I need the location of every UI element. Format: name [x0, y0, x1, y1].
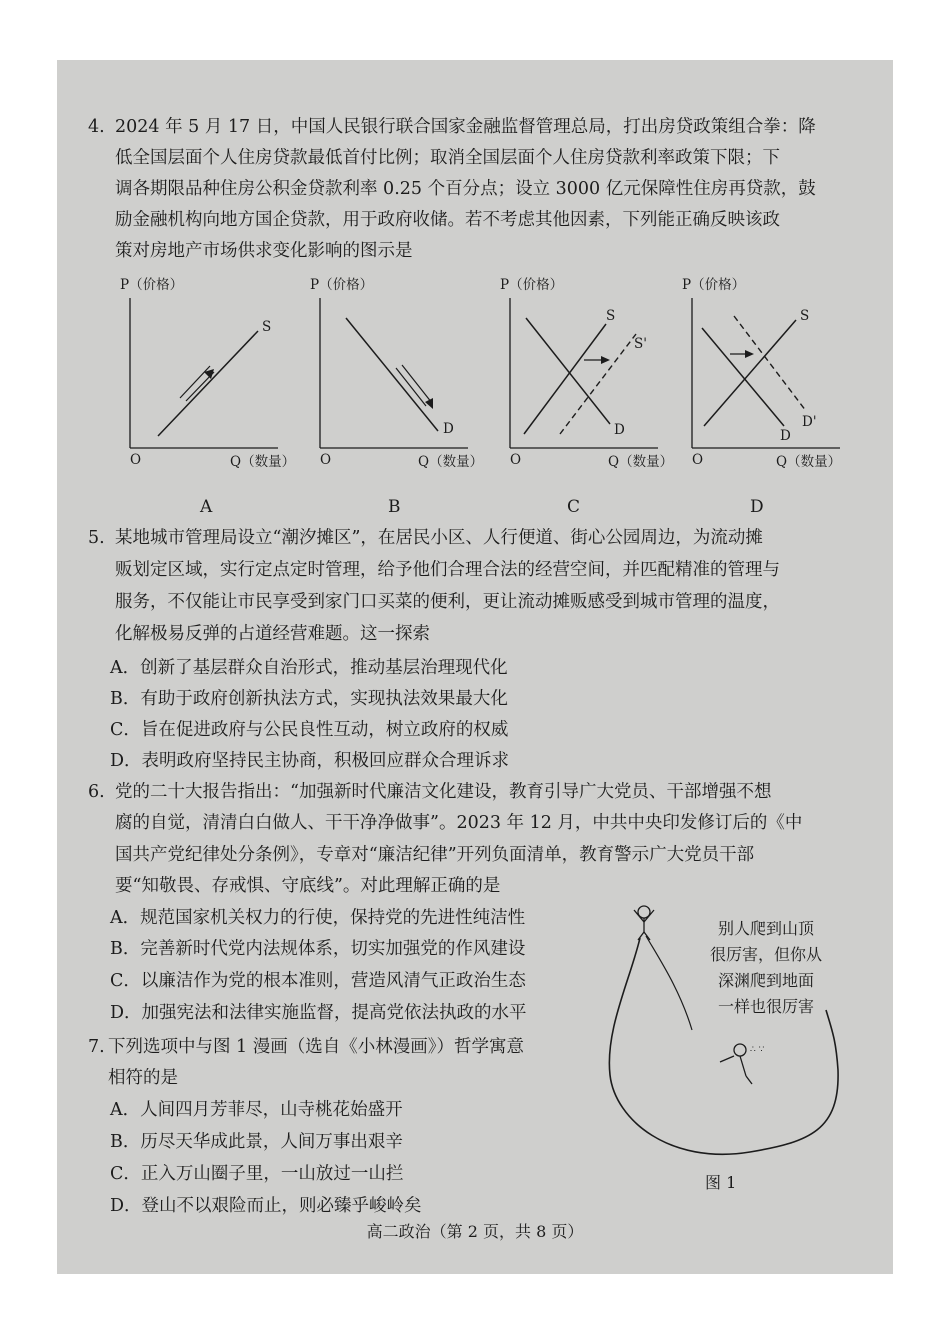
- climbing-person-icon: [734, 1044, 746, 1056]
- demand-curve: [702, 328, 784, 426]
- graph-c: [498, 276, 674, 476]
- demand-curve: [346, 318, 438, 431]
- arrow-head: [601, 356, 610, 364]
- graph-letter: C: [567, 497, 581, 517]
- question-text-line: 贩划定区域，实行定点定时管理，给予他们合理合法的经营空间，并匹配精准的管理与: [115, 560, 780, 580]
- option-c: C．正入万山圈子里，一山放过一山拦: [110, 1164, 404, 1184]
- option-a: A．人间四月芳菲尽，山寺桃花始盛开: [110, 1100, 403, 1120]
- question-text-line: 励金融机构向地方国企贷款，用于政府收储。若不考虑其他因素，下列能正确反映该政: [115, 210, 780, 230]
- curve-label: S: [800, 308, 810, 324]
- shift-arrow: [180, 366, 210, 398]
- question-text-line: 国共产党纪律处分条例》，专章对“廉洁纪律”开列负面清单，教育警示广大党员干部: [115, 845, 755, 865]
- q-axis-label: Q（数量）: [418, 454, 484, 470]
- origin-label: O: [510, 452, 522, 468]
- question-text-line: 2024 年 5 月 17 日，中国人民银行联合国家金融监督管理总局，打出房贷政策组合拳：降: [115, 117, 816, 137]
- p-axis-label: P（价格）: [682, 277, 746, 293]
- shift-arrow: [402, 365, 432, 403]
- curve-label: D': [802, 414, 817, 430]
- graph-letter: D: [750, 497, 764, 517]
- question-number: 4.: [88, 117, 105, 137]
- caption-line: 一样也很厉害: [718, 997, 815, 1016]
- question-text-line: 党的二十大报告指出：“加强新时代廉洁文化建设，教育引导广大党员、干部增强不想: [115, 782, 772, 802]
- curve-label: S': [634, 336, 647, 352]
- question-text-line: 服务，不仅能让市民享受到家门口买菜的便利，更让流动摊贩感受到城市管理的温度，: [115, 592, 780, 612]
- option-a: A．规范国家机关权力的行使，保持党的先进性纯洁性: [110, 908, 526, 928]
- curve-label: D: [614, 422, 625, 438]
- figure-label: 图 1: [705, 1173, 737, 1192]
- option-b: B．完善新时代党内法规体系，切实加强党的作风建设: [110, 939, 526, 959]
- graph-letter: A: [200, 497, 213, 517]
- question-number: 6.: [88, 782, 105, 802]
- origin-label: O: [692, 452, 704, 468]
- supply-curve: [158, 331, 258, 436]
- question-number: 7.: [88, 1037, 105, 1057]
- curve-label: S: [262, 319, 272, 335]
- option-b: B．历尽天华成此景，人间万事出艰辛: [110, 1132, 403, 1152]
- option-c: C．以廉洁作为党的根本准则，营造风清气正政治生态: [110, 971, 526, 991]
- graph-a: [118, 276, 296, 476]
- curve-label: S: [606, 308, 616, 324]
- option-d: D．表明政府坚持民主协商，积极回应群众合理诉求: [110, 751, 510, 771]
- question-text-line: 化解极易反弹的占道经营难题。这一探索: [115, 624, 430, 644]
- question-text-line: 低全国层面个人住房贷款最低首付比例；取消全国层面个人住房贷款利率政策下限；下: [115, 148, 780, 168]
- q-axis-label: Q（数量）: [776, 454, 842, 470]
- supply-curve: [704, 320, 796, 426]
- supply-curve: [524, 324, 606, 434]
- svg-text:∴ ∵: ∴ ∵: [750, 1045, 765, 1055]
- demand-curve: [526, 318, 610, 424]
- curve-label: D: [780, 428, 791, 444]
- question-text-line: 相符的是: [108, 1068, 178, 1088]
- origin-label: O: [320, 452, 332, 468]
- cartoon-caption: [710, 916, 822, 1020]
- question-number: 5.: [88, 528, 105, 548]
- question-text-line: 调各期限品种住房公积金贷款利率 0.25 个百分点；设立 3000 亿元保障性住房再贷款，鼓: [115, 179, 816, 199]
- question-text-line: 某地城市管理局设立“潮汐摊区”，在居民小区、人行便道、街心公园周边，为流动摊: [115, 528, 763, 548]
- question-text-line: 下列选项中与图 1 漫画（选自《小林漫画》）哲学寓意: [108, 1037, 525, 1057]
- p-axis-label: P（价格）: [310, 277, 374, 293]
- graph-d: [680, 276, 850, 476]
- caption-line: 很厉害，但你从: [710, 945, 823, 964]
- question-text-line: 要“知敬畏、存戒惧、守底线”。对此理解正确的是: [115, 876, 501, 896]
- shift-arrow: [396, 368, 426, 406]
- option-d: D．加强宪法和法律实施监督，提高党依法执政的水平: [110, 1003, 527, 1023]
- option-c: C．旨在促进政府与公民良性互动，树立政府的权威: [110, 720, 509, 740]
- arrow-head: [745, 350, 754, 358]
- caption-line: 别人爬到山顶: [718, 919, 815, 938]
- graph-b: [308, 276, 484, 476]
- q-axis-label: Q（数量）: [608, 454, 674, 470]
- supply-curve-shifted: [560, 334, 636, 434]
- question-text-line: 策对房地产市场供求变化影响的图示是: [115, 241, 413, 261]
- mountain-line: [646, 936, 692, 1030]
- option-a: A．创新了基层群众自治形式，推动基层治理现代化: [110, 658, 508, 678]
- option-d: D．登山不以艰险而止，则必臻乎峻岭矣: [110, 1196, 422, 1216]
- curve-label: D: [443, 421, 454, 437]
- p-axis-label: P（价格）: [120, 277, 184, 293]
- page-footer: 高二政治（第 2 页，共 8 页）: [366, 1222, 584, 1241]
- q-axis-label: Q（数量）: [230, 454, 296, 470]
- option-b: B．有助于政府创新执法方式，实现执法效果最大化: [110, 689, 508, 709]
- graph-letter: B: [388, 497, 401, 517]
- p-axis-label: P（价格）: [500, 277, 564, 293]
- question-text-line: 腐的自觉，清清白白做人、干干净净做事”。2023 年 12 月，中共中央印发修订后的《中: [115, 813, 803, 833]
- demand-curve-shifted: [734, 316, 806, 411]
- origin-label: O: [130, 452, 142, 468]
- caption-line: 深渊爬到地面: [718, 971, 815, 990]
